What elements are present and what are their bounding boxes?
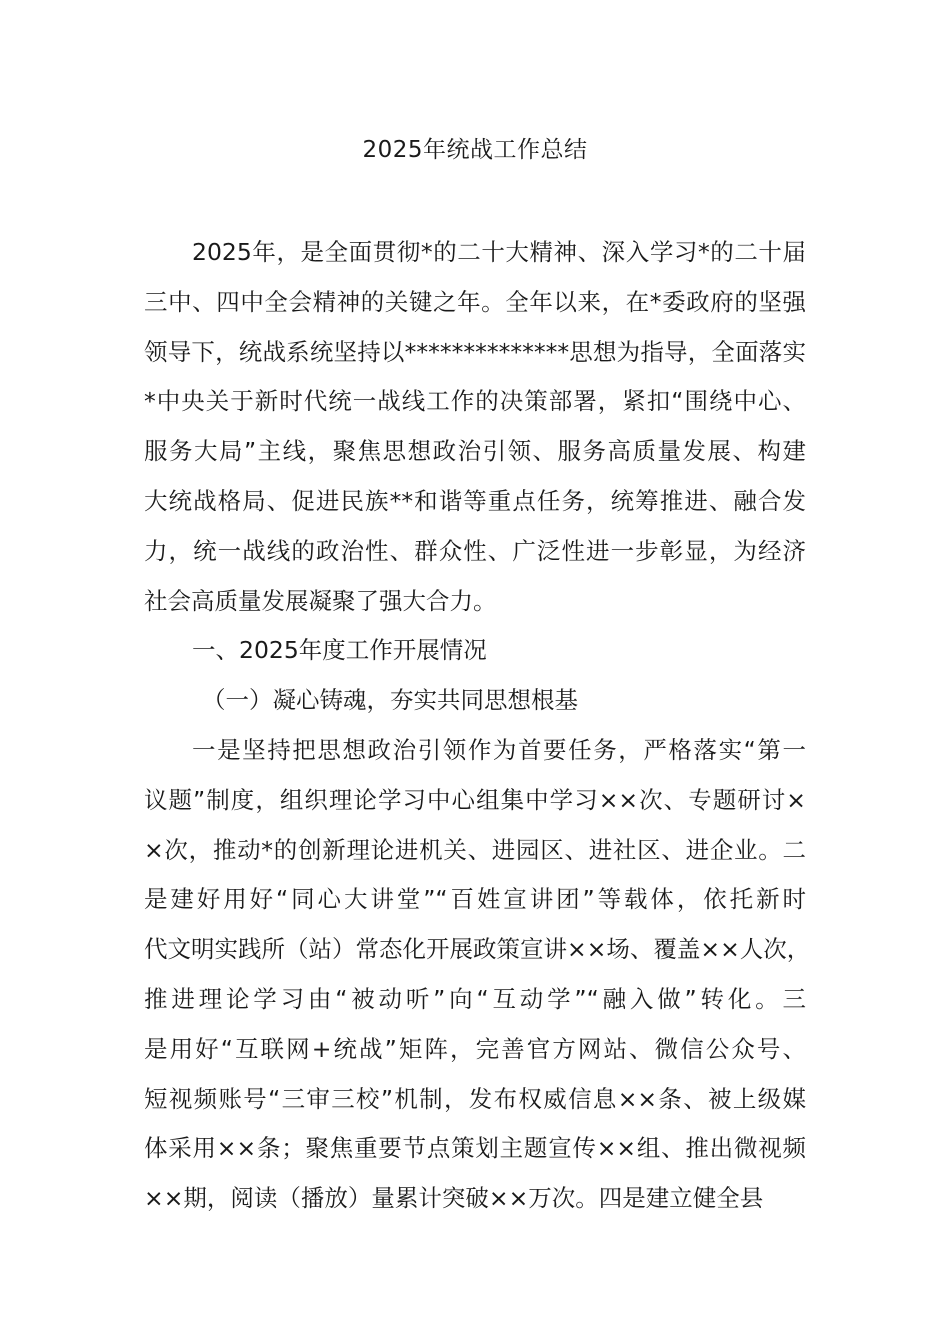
paragraph-line: ×次，推动*的创新理论进机关、进园区、进社区、进企业。二 bbox=[144, 835, 806, 864]
paragraph-line: 服务大局”主线，聚焦思想政治引领、服务高质量发展、构建 bbox=[144, 437, 806, 466]
document-body bbox=[144, 228, 811, 1224]
section-heading: 一、2025年度工作开展情况 bbox=[192, 636, 487, 665]
paragraph-line: 一是坚持把思想政治引领作为首要任务，严格落实“第一 bbox=[192, 735, 806, 764]
paragraph-line: 短视频账号“三审三校”机制，发布权威信息××条、被上级媒 bbox=[144, 1084, 806, 1113]
paragraph-line: 大统战格局、促进民族**和谐等重点任务，统筹推进、融合发 bbox=[144, 486, 806, 515]
paragraph-line: 是建好用好“同心大讲堂”“百姓宣讲团”等载体，依托新时 bbox=[144, 885, 806, 914]
paragraph-line: 三中、四中全会精神的关键之年。全年以来，在*委政府的坚强 bbox=[144, 287, 806, 316]
paragraph-line: ××期，阅读（播放）量累计突破××万次。四是建立健全县 bbox=[144, 1184, 764, 1213]
paragraph-line: 力，统一战线的政治性、群众性、广泛性进一步彰显，为经济 bbox=[144, 536, 806, 565]
paragraph-line: 议题”制度，组织理论学习中心组集中学习××次、专题研讨× bbox=[144, 785, 806, 814]
paragraph-line: 领导下，统战系统坚持以**************思想为指导，全面落实 bbox=[144, 337, 806, 366]
paragraph-line: 社会高质量发展凝聚了强大合力。 bbox=[144, 586, 497, 615]
paragraph-line: 代文明实践所（站）常态化开展政策宣讲××场、覆盖××人次， bbox=[144, 935, 811, 964]
paragraph-line: 是用好“互联网+统战”矩阵，完善官方网站、微信公众号、 bbox=[144, 1034, 806, 1063]
paragraph-line: 体采用××条；聚焦重要节点策划主题宣传××组、推出微视频 bbox=[144, 1134, 806, 1163]
paragraph-line: *中央关于新时代统一战线工作的决策部署，紧扣“围绕中心、 bbox=[144, 387, 806, 416]
subsection-heading: （一）凝心铸魂，夯实共同思想根基 bbox=[202, 686, 578, 715]
paragraph-line: 推进理论学习由“被动听”向“互动学”“融入做”转化。三 bbox=[144, 984, 806, 1013]
paragraph-line: 2025年，是全面贯彻*的二十大精神、深入学习*的二十届 bbox=[192, 238, 806, 266]
document-title: 2025年统战工作总结 bbox=[362, 137, 588, 163]
